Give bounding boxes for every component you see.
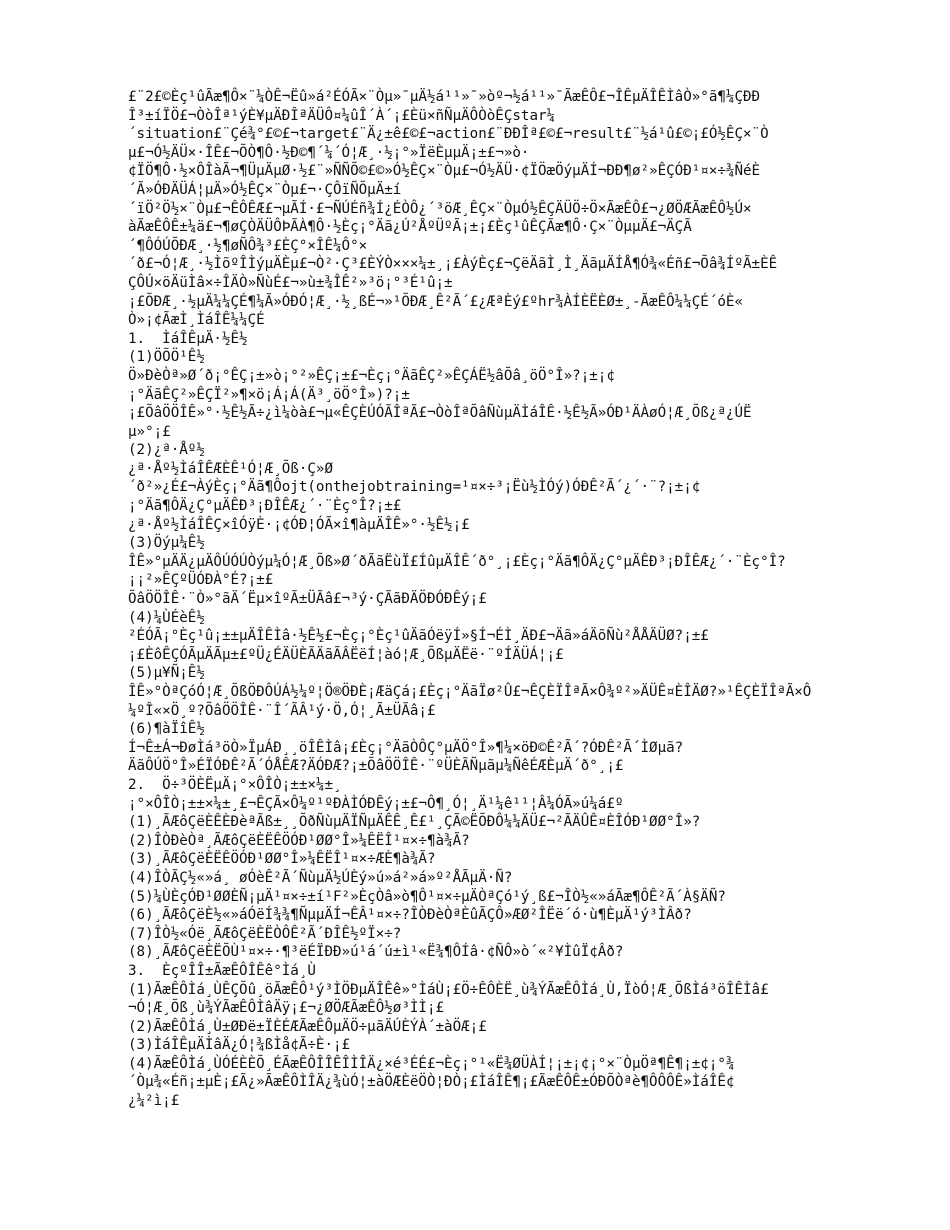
text-line: £¨2£©Èç¹ûÃæ¶Ô×¨¼ÒÊ¬Ëû»á²ÉÓÃ×¨Òµ»¯µÄ½á¹¹»¯»òº¬½á¹¹»¯ÃæÊÔ£¬ÎÊµÄÎÊÌâÒ»°ã¶¼ÇÐÐ	[128, 89, 761, 105]
text-line: ¿ª·Åº½ÌáÎÊÇ×îÓÿÈ·¡¢ÓÐ¦ÓÃ×î¶àµÄÎÊ»°·½Ê½¡£	[128, 516, 470, 533]
text-line: ¡£ÕÐÆ¸·½µÄ¼¼ÇÉ¶¼Ã»ÓÐÓ¦Æ¸·½¸ßÉ¬»¹ÕÐÆ¸Ê²Ã´£¿ÆªÈý£ºhr¾ÀÍÈËÈØ±¸-ÃæÊÔ¼¼ÇÉ´óÈ«	[128, 293, 743, 310]
text-line: (3)¸ÃÆôÇëÈËÊÖÓÐ¹ØØ°Î»¼ÊËÎ¹¤×÷ÆÈ¶à¾Ã?	[128, 851, 436, 868]
text-line: ¡¡²»ÊÇºÜÓÐÀ°É?¡±£	[128, 572, 274, 589]
text-line: (7)ÎÒ½«Óë¸ÃÆôÇëÈËÒÔÊ²Ã´ÐÎÊ½ºÏ×÷?	[128, 925, 402, 942]
text-line: µ£¬Ó½ÄÜ×·ÎÊ£¬ÕÒ¶Ô·½Ð©¶´¼´Ó¦Æ¸·½¡°»ÏëÈµµÄ¡±£¬»ò·	[128, 144, 530, 161]
text-line: 1. ÌáÎÊµÄ·½Ê½	[128, 330, 248, 347]
text-line: (1)¸ÃÆôÇëÈÊÈÐèªÃß±¸¸ÕðÑùµÄÏÑµÄÊÊ¸Ê£¹¸ÇÃ©ËÕÐÔ¼¼ÄÜ£¬²ÃÄÛÊ¤ÈÎÓÐ¹ØØ°Î»?	[128, 814, 701, 831]
text-line: (6)¶àÏîÊ½	[128, 721, 205, 738]
text-line: ´Òµ¾«Éñ¡±µÈ¡£Ã¿»ÃæÊÔÌÎÄ¿¾ùÓ¦±àÖÆÈëÖÒ¦ÐÒ¡£ÌáÎÊ¶¡£ÃæÊÔÊ±ÓÐÕÒªè¶ÔÔÔÊ»ÌáÎÊ¢	[128, 1074, 735, 1091]
text-line: 3. ÈçºÎÎ±ÃæÊÔÎÊê°Ìá¸Ù	[128, 962, 316, 979]
text-line: Í¬Ê±Á¬ÐøÌá³öÒ»ÏµÁÐ¸¸öÎÊÌâ¡£Èç¡°ÄãÒÔÇ°µÄÖ°Î»¶¼×öÐ©Ê²Ã´?ÓÐÊ²Ã´ÌØµã?	[128, 739, 684, 756]
text-line: (4)ÎÒÃÇ½«»á¸ øÓèÊ²Ã´ÑùµÄ½ÚÈý»ú»á²»á»º²ÅÃµÄ·Ñ?	[128, 869, 513, 886]
text-line: ¡°×ÔÎÒ¡±±×¼±¸£¬ÊÇÃ×Ô¼º¹ºÐÀÌÓÐÊý¡±£¬Ô¶¸Ó¦¸Ä¹¼ê¹¹¦Â¼ÓÃ»ú¼á£º	[128, 795, 624, 812]
text-line: ÕâÖÖÎÊ·¨Ò»°ãÄ´Ëµ×îºÃ±ÜÃâ£¬³ý·ÇÃãÐÄÖÐÓÐÊý¡£	[128, 591, 487, 608]
text-line: ÎÊ»°µÄÄ¿µÄÔÚÓÚÒýµ¼Ó¦Æ¸Õß»Ø´ðÃãËùÏ£ÍûµÄÎÊ´ð°¸¡£Èç¡°Äã¶ÔÄ¿Ç°µÄÊÐ³¡ÐÎÊÆ¿´·¨Èç°Î?	[128, 553, 786, 570]
text-line: ¿¼²ì¡£	[128, 1093, 180, 1110]
text-line: (1)ÃæÊÔÌá¸ÙÊÇÕû¸öÃæÊÔ¹ý³ÌÖÐµÄÎÊê»°ÌáÙ¡£Ö÷ÊÔÈË¸ù¾ÝÃæÊÔÌá¸Ù,ÏòÓ¦Æ¸ÕßÌá³öÎÊÌâ£	[128, 981, 769, 998]
text-line: Ò»¡¢ÃæÌ¸ÌáÎÊ¼¼ÇÉ	[128, 312, 265, 329]
text-line: µ»°¡£	[128, 423, 171, 440]
document-body	[128, 88, 868, 1111]
text-line: Ö»ÐèÒª»Ø´ð¡°ÊÇ¡±»ò¡°²»ÊÇ¡±£¬Èç¡°ÄãÊÇ²»ÊÇÁË½âÕâ¸öÖ°Î»?¡±¡¢	[128, 367, 615, 384]
text-line: ¢ÏÖ¶Ô·½×ÔÎàÃ¬¶ÜµÄµØ·½£¨»ÑÑÕ©£©»Ó½ÊÇ×¨Òµ£¬Ó½ÄÜ·¢ÏÖæÖýµÄÍ¬ÐÐ¶ø²»ÊÇÓÐ¹¤×÷¾ÑéÈ	[128, 163, 761, 180]
text-line: ´ð£¬Ó¦Æ¸·½ÌõºÎÌýµÄÈµ£¬Ò²·Ç³£ÈÝÒ×××¼±¸¡£ÀýÈç£¬ÇëÄãÌ¸Ì¸ÄãµÄÍÅ¶Ó¾«Éñ£¬Õâ¾ÍºÃ±ÈÊ	[128, 256, 778, 273]
text-line: ¡°ÄãÊÇ²»ÊÇÏ²»¶×ö¡Á¡Á(Ä³¸öÖ°Î»)?¡±	[128, 386, 410, 403]
text-line: ¡£ÈôÊÇÓÃµÄÃµ±£ºÜ¿ÉÄÜÈÃÄãÃÂËëÍ¦àó¦Æ¸ÕßµÄËë·¨ºÍÄÜÁ¦¡£	[128, 646, 564, 663]
text-line: (2)¿ª·Åº½	[128, 442, 205, 459]
text-line: (4)ÃæÊÔÌá¸ÙÓÉÈÈÕ¸ÉÃæÊÔÎÎÊÎÌÎÄ¿×é³ÉÉ£¬Èç¡°¹«Ë¾ØÜÀÍ¦¡±¡¢¡°×¨ÒµÖª¶Ê¶¡±¢¡°¾	[128, 1055, 735, 1072]
text-line: (5)¼ÙÈçÓÐ¹ØØÈÑ¡µÄ¹¤×÷±í¹F²»ÈçÒâ»ò¶Ô¹¤×÷µÄÒªÇó¹ý¸ß£¬ÎÒ½«»áÃæ¶ÔÊ²Ã´À§ÄÑ?	[128, 888, 726, 905]
text-line: ¡£ÕâÖÖÎÊ»°·½Ê½Ã÷¿ì¼òà£¬µ«ÊÇÈÚÓÃÎªÃ£¬ÒòÎªÕâÑùµÄÌáÎÊ·½Ê½Ã»ÓÐ¹ÄÀøÓ¦Æ¸Õß¿ª¿ÚË	[128, 405, 752, 422]
text-line: ÇÔÚ×öÄüÌâ×÷ÎÄÒ»ÑùÉ£¬»ù±¾ÎÊ²»³ö¡°³É¹û¡±	[128, 274, 453, 291]
text-line: ¡°Äã¶ÔÄ¿Ç°µÄÊÐ³¡ÐÎÊÆ¿´·¨Èç°Î?¡±£	[128, 498, 402, 515]
text-line: ´¶ÔÓÚÕÐÆ¸·½¶øÑÔ¾³£ÈÇ°×ÎÊ¼Ô°×	[128, 237, 368, 254]
text-line: ¿ª·Åº½ÌáÎÊÆÈÊ¹Ó¦Æ¸Õß·Ç»Ø	[128, 460, 333, 477]
text-line: (1)ÖÕÖ¹Ê½	[128, 349, 205, 366]
text-line: (8)¸ÃÆôÇëÈËÕÙ¹¤×÷·¶³ëÉÏÐÐ»ú¹á´ú±ì¹«Ë¾¶ÔÍâ·¢ÑÔ»ò´«²¥ÌûÏ¢Âð?	[128, 944, 624, 961]
text-line: ÄãÔÚÖ°Î»ÉÏÓÐÊ²Ã´ÓÅÊÆ?ÄÓÐÆ?¡±ÕâÖÖÎÊ·¨ºÜÈÃÑµãµ¼ÑêÉÆÈµÄ´ð°¸¡£	[128, 758, 624, 775]
text-line: (4)¼ÙÉèÊ½	[128, 609, 205, 626]
text-line: ²ÉÓÃ¡°Èç¹û¡±±µÄÎÊÌâ·½Ê½£¬Èç¡°Èç¹ûÄãÓëÿÍ»§Í¬ÉÌ¸ÄÐ£¬Äã»áÄõÑù²ÅÅÄÜØ?¡±£	[128, 628, 709, 645]
text-line: (5)µ¥Ñ¡Ê½	[128, 665, 205, 682]
text-line: ÎÊ»°ÒªÇóÓ¦Æ¸ÕßÖÐÔÚÁ½¼º¦Ö®ÖÐÈ¡ÆäÇá¡£Èç¡°ÄãÏø²Û£¬ÊÇÈÏÎªÃ×Ô¾º²»ÄÜÊ¤ÈÎÄØ?»¹ÊÇÈÏÎªÃ×Ô	[128, 684, 812, 700]
text-line: (3)Öýµ¼Ê½	[128, 535, 205, 552]
text-line: ¬Ó¦Æ¸Õß¸ù¾ÝÃæÊÔÌâÄÿ¡£¬¿ØÖÆÃæÊÔ½ø³ÌÌ¡£	[128, 1000, 445, 1017]
text-line: (2)ÃæÊÔÌá¸Ù±ØÐë±ÏÈÉÆÃæÊÔµÄÖ÷µãÄÚÈÝÀ´±àÖÆ¡£	[128, 1018, 487, 1035]
text-line: (2)ÎÒÐèÒª¸ÃÆôÇëÈËÊÖÓÐ¹ØØ°Î»¼ÊËÎ¹¤×÷¶à¾Ã?	[128, 832, 470, 849]
text-line: Î³±íÏÖ£¬ÒòÎª¹ýÈ¥µÄÐÎªÄÜÔ¤¼ûÎ´À´¡£Èü×ñÑµÄÔÒòÊÇstar¼	[128, 107, 556, 124]
text-line: (3)ÌáÎÊµÄÌâÄ¿Ó¦¾ßÌå¢Ã÷È·¡£	[128, 1037, 351, 1054]
text-line: 2. Ö÷³ÖÈËµÄ¡°×ÔÎÒ¡±±×¼±¸	[128, 776, 342, 793]
text-line: àÃæÊÔÊ±¼ä£¬¶øÇÒÄÜÔÞÃÀ¶Ô·½Èç¡°Äã¿Ú²ÅºÜºÃ¡±¡£Èç¹ûÊÇÃæ¶Ô·Ç×¨ÒµµÄ£¬ÄÇÃ	[128, 219, 692, 236]
text-line: (6)¸ÃÆôÇëÈ½«»áÓëÍ¾¾¶ÑµµÄÍ¬ÊÂ¹¤×÷?ÎÒÐèÒªÈûÃÇÔ»ÆØ²ÎËë´ó·ù¶ÈµÄ¹ý³ÌÂð?	[128, 907, 692, 924]
text-line: ´ïÖ²Ö½×¨Òµ£¬ÊÔÊÆ£¬µÃÍ·£¬ÑÚÉñ¾Í¿ÉÒÔ¿´³öÆ¸ÊÇ×¨ÒµÓ½ÊÇÄÜÖ÷Ö×ÃæÊÔ£¬¿ØÖÆÃæÊÔ½Ú×	[128, 200, 752, 217]
text-line: ´Ã»ÓÐÄÜÁ¦µÄ»Ó½ÊÇ×¨Òµ£¬·ÇÔïÑÕµÄ±í	[128, 181, 402, 198]
text-line: ¼ºÎ«×Ö¸º?ÕâÖÖÎÊ·¨Î´ÃÂ¹ý·Ö,Ó¦¸Ã±ÜÃâ¡£	[128, 702, 436, 719]
text-line: ´ð²»¿É£¬ÀýÈç¡°Äã¶Ôojt(onthejobtraining=¹¤×÷³¡Ëù½ÌÓý)ÓÐÊ²Ã´¿´·¨?¡±¡¢	[128, 479, 701, 496]
text-line: ´situation£¨Çé¾°£©£¬target£¨Ä¿±ê£©£¬action£¨ÐÐÎª£©£¬result£¨½á¹û£©¡£Ó½ÊÇ×¨Ò	[128, 126, 769, 143]
